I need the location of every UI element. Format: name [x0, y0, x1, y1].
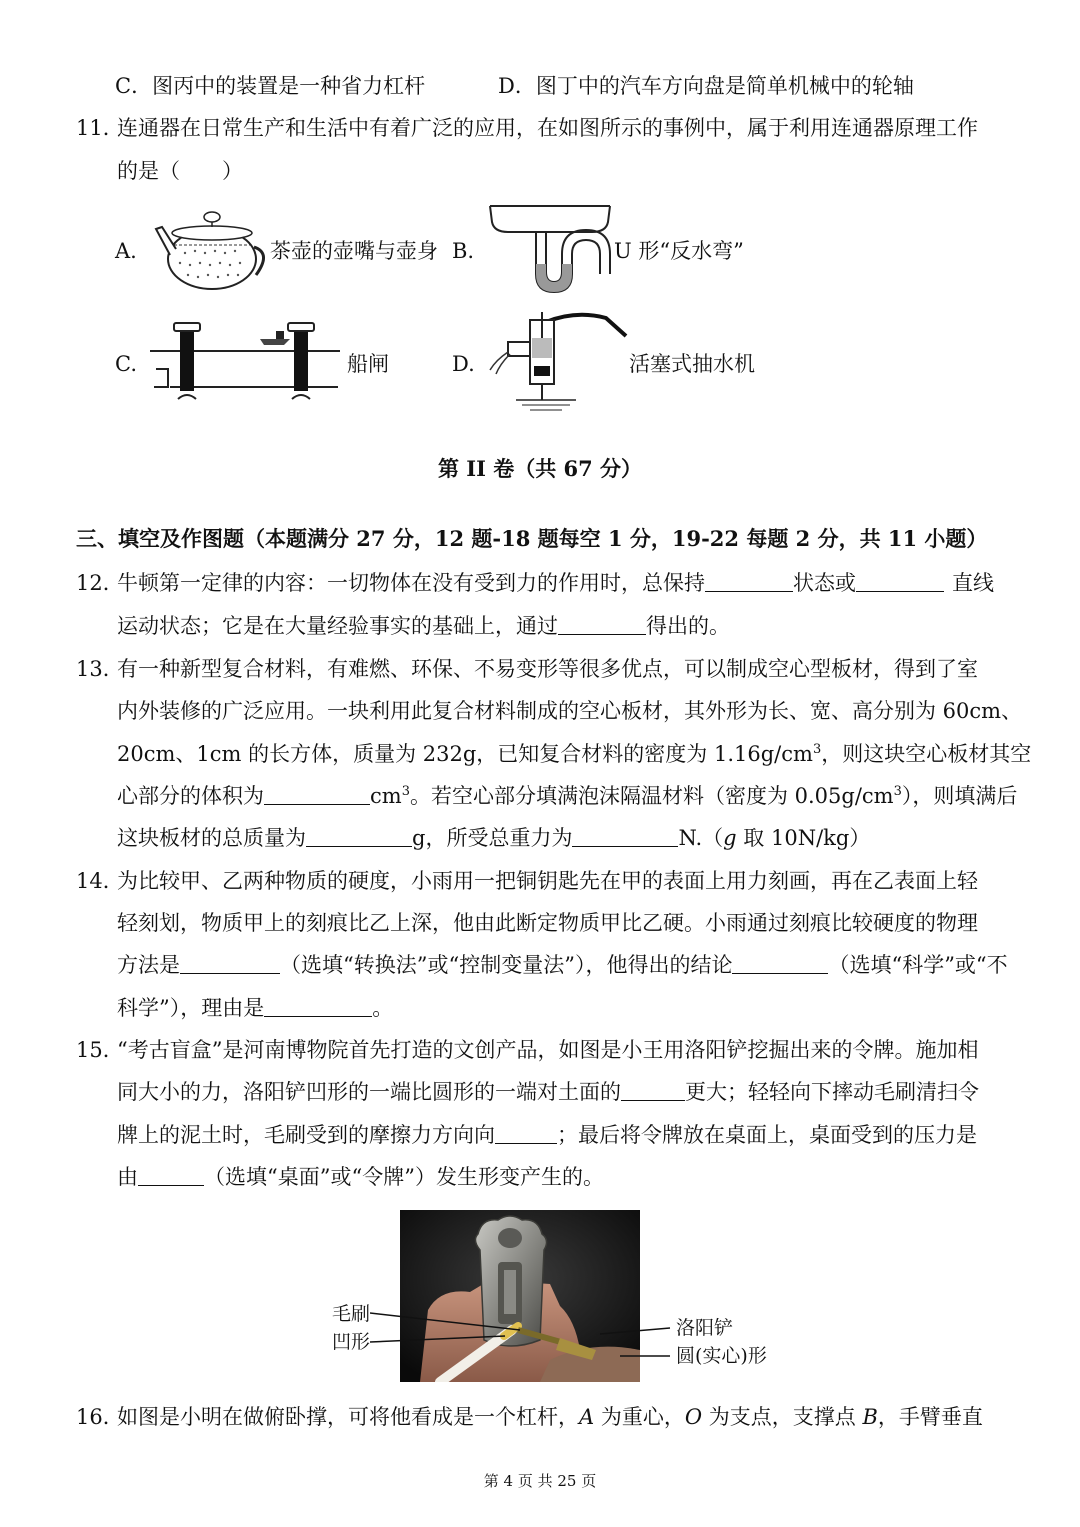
q13-line2: 内外装修的广泛应用。一块利用此复合材料制成的空心板材，其外形为长、宽、高分别为 60cm、 — [117, 699, 1023, 723]
q12-text: 牛顿第一定律的内容：一切物体在没有受到力的作用时，总保持 — [117, 571, 705, 595]
q16-point-o: O — [684, 1405, 703, 1429]
photo-label-concave: 凹形 — [332, 1331, 371, 1353]
q13-italic-g: g — [723, 826, 737, 850]
q13-text: 取 10N/kg） — [736, 826, 871, 850]
photo-label-round: 圆(实心)形 — [676, 1345, 767, 1367]
q10-option-c: C．图丙中的装置是一种省力杠杆 — [115, 74, 426, 98]
q15-blank-2[interactable] — [495, 1121, 557, 1144]
q10-option-d: D．图丁中的汽车方向盘是简单机械中的轮轴 — [498, 74, 914, 98]
q12-text: 直线 — [952, 571, 994, 595]
q11-stem-line2: 的是（ ） — [117, 159, 243, 183]
q11-option-d-letter: D. — [452, 352, 475, 376]
q16-line1 — [117, 1403, 983, 1431]
q12-blank-2[interactable] — [856, 569, 944, 592]
photo-leader-lines — [370, 1300, 690, 1370]
q14-blank-2[interactable] — [732, 951, 828, 974]
q12-text: 状态或 — [793, 571, 856, 595]
q14-blank-1[interactable] — [180, 951, 280, 974]
q11-option-d-caption: 活塞式抽水机 — [629, 352, 755, 376]
ship-lock-figure — [150, 315, 340, 411]
q15-text: 同大小的力，洛阳铲凹形的一端比圆形的一端对土面的 — [117, 1080, 621, 1104]
q13-line4 — [117, 782, 1017, 810]
q12-text: 得出的。 — [646, 614, 730, 638]
q14-text: （选填“转换法”或“控制变量法”），他得出的结论 — [280, 953, 733, 977]
photo-label-shovel: 洛阳铲 — [676, 1317, 734, 1339]
q16-text: ，手臂垂直 — [877, 1405, 983, 1429]
q13-text: 20cm、1cm 的长方体，质量为 232g，已知复合材料的密度为 1.16g/cm — [117, 742, 813, 766]
q15-text: 更大；轻轻向下摔动毛刷清扫令 — [685, 1080, 979, 1104]
q14-text: （选填“科学”或“不 — [828, 953, 1008, 977]
q13-text: cm — [370, 784, 402, 808]
q15-number: 15． — [76, 1038, 124, 1062]
q15-text: 由 — [117, 1165, 138, 1189]
q13-blank-2[interactable] — [306, 824, 412, 847]
q16-text: 为支点，支撑点 — [702, 1405, 863, 1429]
piston-pump-figure — [486, 308, 631, 412]
q13-line5 — [117, 824, 870, 852]
q11-option-a-letter: A. — [115, 239, 137, 263]
q14-line3 — [117, 951, 1008, 979]
page-footer: 第 4 页 共 25 页 — [483, 1472, 597, 1490]
q14-text: 方法是 — [117, 953, 180, 977]
q16-text: 如图是小明在做俯卧撑，可将他看成是一个杠杆， — [117, 1405, 579, 1429]
q13-text: 心部分的体积为 — [117, 784, 264, 808]
u-trap-figure — [488, 200, 613, 296]
q11-option-b-caption: U 形“反水弯” — [614, 239, 744, 263]
q15-line2 — [117, 1078, 979, 1106]
section-2-title: 第 II 卷（共 67 分） — [437, 456, 643, 481]
q15-line4 — [117, 1163, 604, 1191]
teapot-figure — [150, 203, 270, 295]
q14-line4 — [117, 994, 393, 1022]
q15-line3 — [117, 1121, 977, 1149]
q13-line3 — [117, 740, 1031, 768]
q11-option-c-letter: C. — [115, 352, 137, 376]
q12-line1 — [117, 569, 994, 597]
q16-number: 16． — [76, 1405, 124, 1429]
q12-number: 12． — [76, 571, 124, 595]
photo-label-brush: 毛刷 — [332, 1303, 371, 1325]
q13-superscript: 3 — [401, 784, 410, 799]
q13-text: 这块板材的总质量为 — [117, 826, 306, 850]
q14-text: 。 — [372, 996, 394, 1020]
q15-line1: “考古盲盒”是河南博物院首先打造的文创产品，如图是小王用洛阳铲挖掘出来的令牌。施加相 — [117, 1038, 979, 1062]
q16-point-a: A — [579, 1405, 595, 1429]
q12-line2 — [117, 612, 730, 640]
q13-text: 。若空心部分填满泡沫隔温材料（密度为 0.05g/cm — [409, 784, 894, 808]
q12-blank-1[interactable] — [705, 569, 793, 592]
q15-text: 牌上的泥土时，毛刷受到的摩擦力方向向 — [117, 1123, 495, 1147]
q11-number: 11． — [76, 116, 124, 140]
q13-text: ），则填满后 — [901, 784, 1018, 808]
q12-blank-3[interactable] — [558, 612, 646, 635]
q13-superscript: 3 — [812, 742, 822, 757]
q11-option-b-letter: B. — [452, 239, 475, 263]
q14-line1: 为比较甲、乙两种物质的硬度，小雨用一把铜钥匙先在甲的表面上用力刻画，再在乙表面上轻 — [117, 869, 978, 893]
q14-blank-3[interactable] — [264, 994, 372, 1017]
q11-option-c-caption: 船闸 — [347, 352, 389, 376]
q15-blank-3[interactable] — [138, 1163, 204, 1186]
section-3-heading: 三、填空及作图题（本题满分 27 分，12 题-18 题每空 1 分，19-22 每题 2 分，共 11 小题） — [76, 526, 988, 551]
q15-blank-1[interactable] — [621, 1078, 685, 1101]
q13-line1: 有一种新型复合材料，有难燃、环保、不易变形等很多优点，可以制成空心型板材，得到了室 — [117, 657, 978, 681]
q15-text: ；最后将令牌放在桌面上，桌面受到的压力是 — [557, 1123, 977, 1147]
q14-number: 14． — [76, 869, 124, 893]
q15-text: （选填“桌面”或“令牌”）发生形变产生的。 — [204, 1165, 604, 1189]
q12-text: 运动状态；它是在大量经验事实的基础上，通过 — [117, 614, 558, 638]
q13-superscript: 3 — [893, 784, 902, 799]
q13-text: ，则这块空心板材其空 — [821, 742, 1032, 766]
q13-number: 13． — [76, 657, 124, 681]
q16-text: 为重心， — [594, 1405, 685, 1429]
q13-text: g，所受总重力为 — [412, 826, 573, 850]
q11-stem-line1: 连通器在日常生产和生活中有着广泛的应用，在如图所示的事例中，属于利用连通器原理工作 — [117, 116, 978, 140]
q14-line2: 轻刻划，物质甲上的刻痕比乙上深，他由此断定物质甲比乙硬。小雨通过刻痕比较硬度的物理 — [117, 911, 978, 935]
q11-option-a-caption: 茶壶的壶嘴与壶身 — [270, 239, 438, 263]
q14-text: 科学”），理由是 — [117, 996, 265, 1020]
q13-blank-1[interactable] — [264, 782, 370, 805]
q13-text: N.（ — [678, 826, 724, 850]
q16-point-b: B — [862, 1405, 878, 1429]
q13-blank-3[interactable] — [572, 824, 678, 847]
